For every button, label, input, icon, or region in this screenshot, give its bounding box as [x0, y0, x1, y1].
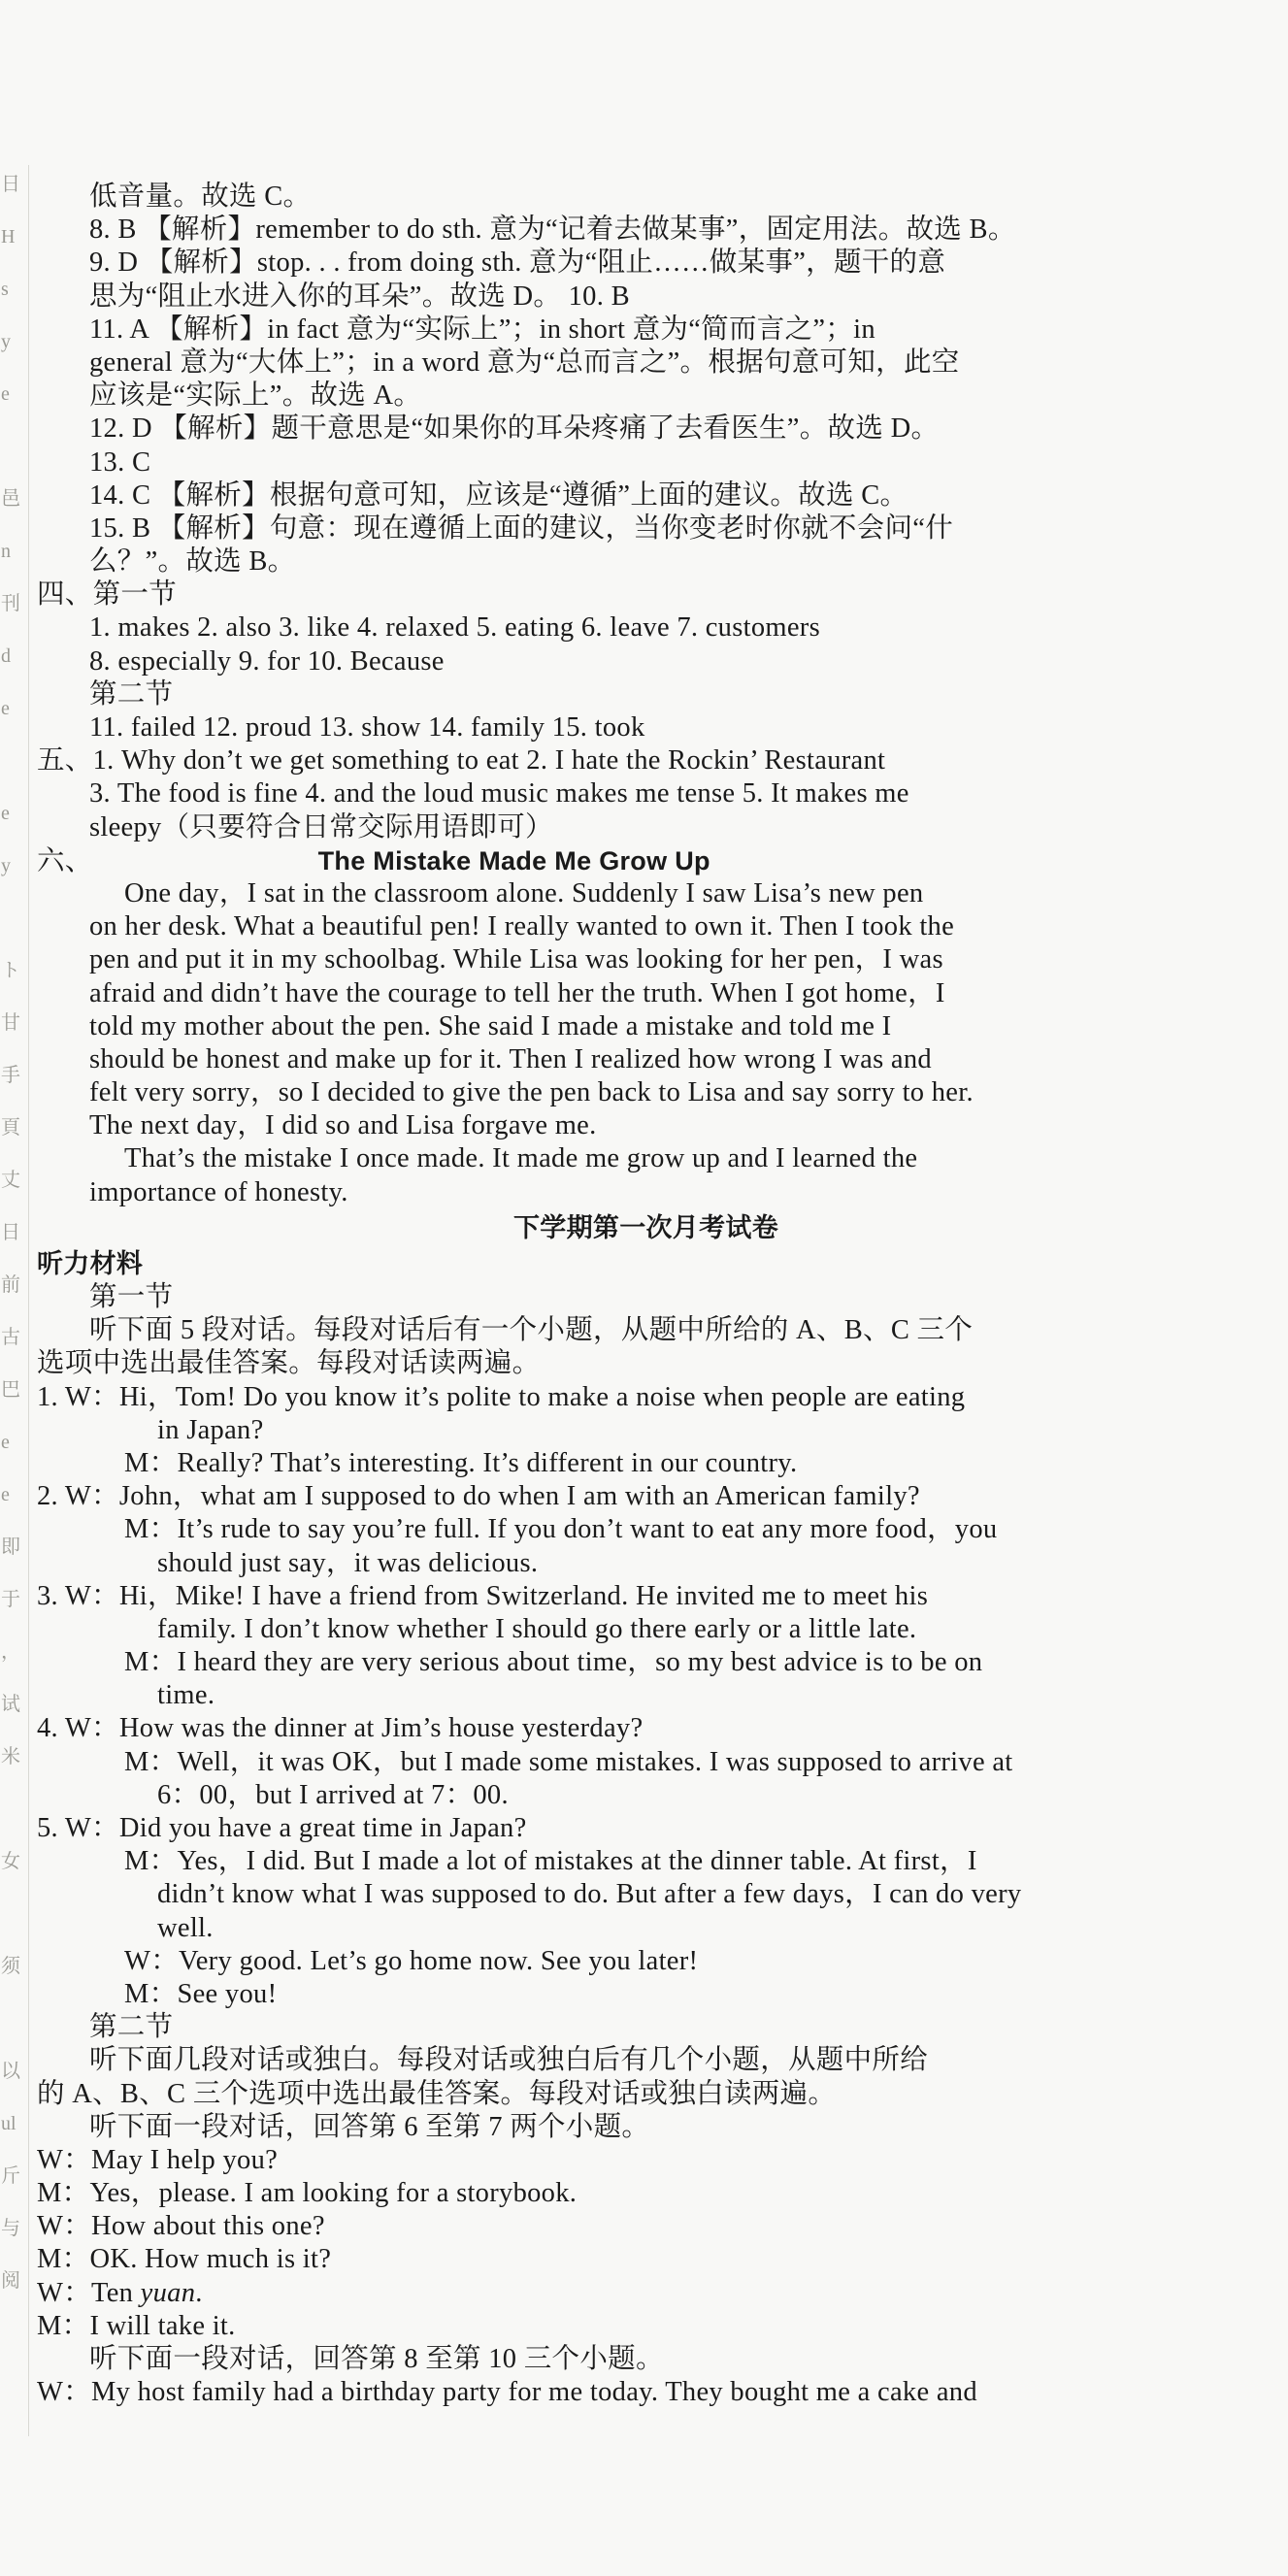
- margin-glyph: 女: [1, 1851, 20, 1872]
- section-five-line: 3. The food is fine 4. and the loud music makes me tense 5. It makes me: [89, 778, 909, 809]
- listening-part2-title: 第二节: [89, 2012, 174, 2043]
- margin-glyph: 试: [1, 1694, 20, 1715]
- dialogue-line: time.: [157, 1680, 215, 1711]
- section-six-heading: [37, 844, 1255, 877]
- page-content: [37, 181, 1255, 2409]
- conversation-line: W：My host family had a birthday party for me today. They bought me a cake and: [37, 2377, 977, 2408]
- section-four-part2: 第二节: [89, 678, 174, 710]
- section-title: 下学期第一次月考试卷: [513, 1212, 778, 1243]
- essay-line: The next day，I did so and Lisa forgave me.: [89, 1110, 597, 1141]
- section-five-line: 五、1. Why don’t we get something to eat 2. I hate the Rockin’ Restaurant: [37, 745, 886, 776]
- margin-glyph: ，: [1, 1641, 20, 1663]
- margin-glyph: 斤: [1, 2165, 20, 2187]
- answer-line: 应该是“实际上”。故选 A。: [89, 380, 422, 412]
- margin-glyph: y: [1, 331, 11, 352]
- listening-heading: 听力材料: [37, 1248, 144, 1279]
- answer-11: 11. A 【解析】in fact 意为“实际上”；in short 意为“简而言之”；in: [89, 314, 875, 345]
- left-margin-bleed-text: [0, 175, 21, 2407]
- essay-line: That’s the mistake I once made. It made me grow up and I learned the: [124, 1143, 918, 1174]
- dialogue-line: M：Really? That’s interesting. It’s different in our country.: [124, 1447, 798, 1478]
- section-five-line: sleepy（只要符合日常交际用语即可）: [89, 811, 553, 842]
- dialogue-line: M：Well，it was OK，but I made some mistakes. I was supposed to arrive at: [124, 1746, 1013, 1777]
- listening-part1-title: 第一节: [89, 1282, 174, 1312]
- answer-14: 14. C 【解析】根据句意可知，应该是“遵循”上面的建议。故选 C。: [89, 479, 908, 511]
- currency-word: yuan: [140, 2277, 196, 2308]
- margin-glyph: 手: [1, 1065, 20, 1086]
- listening-instruction: 的 A、B、C 三个选项中选出最佳答案。每段对话或独白读两遍。: [37, 2078, 837, 2109]
- answer-line: 低音量。故选 C。: [89, 182, 312, 212]
- essay-line: should be honest and make up for it. Then I realized how wrong I was and: [89, 1043, 932, 1074]
- margin-glyph: e: [1, 1484, 10, 1505]
- listening-instruction: 听下面 5 段对话。每段对话后有一个小题，从题中所给的 A、B、C 三个: [89, 1315, 974, 1346]
- dialogue-line: 4. W：How was the dinner at Jim’s house yesterday?: [37, 1713, 644, 1744]
- margin-glyph: e: [1, 383, 10, 405]
- margin-glyph: 日: [1, 1222, 20, 1243]
- margin-glyph: 即: [1, 1536, 20, 1558]
- margin-glyph: d: [1, 645, 11, 667]
- answer-13: 13. C: [89, 446, 151, 478]
- margin-glyph: 丈: [1, 1170, 20, 1191]
- margin-glyph: ul: [1, 2113, 17, 2134]
- margin-glyph: ト: [1, 960, 20, 981]
- margin-glyph: e: [1, 698, 10, 719]
- answer-12: 12. D 【解析】题干意思是“如果你的耳朵疼痛了去看医生”。故选 D。: [89, 413, 940, 445]
- margin-glyph: e: [1, 1432, 10, 1453]
- dialogue-line: in Japan?: [157, 1414, 264, 1445]
- dialogue-line: should just say，it was delicious.: [157, 1547, 539, 1578]
- dialogue-line: family. I don’t know whether I should go there early or a little late.: [157, 1613, 917, 1644]
- margin-glyph: s: [1, 279, 9, 300]
- answer-line: general 意为“大体上”；in a word 意为“总而言之”。根据句意可知，此空: [89, 347, 960, 378]
- essay-line: One day，I sat in the classroom alone. Suddenly I saw Lisa’s new pen: [124, 877, 924, 908]
- conversation-text: .: [195, 2277, 203, 2308]
- essay-line: afraid and didn’t have the courage to tell her the truth. When I got home，I: [89, 977, 945, 1008]
- dialogue-line: M：It’s rude to say you’re full. If you don’t want to eat any more food，you: [124, 1514, 998, 1545]
- margin-glyph: 古: [1, 1327, 20, 1348]
- essay-line: told my mother about the pen. She said I made a mistake and told me I: [89, 1010, 892, 1041]
- answer-9: 9. D 【解析】stop. . . from doing sth. 意为“阻止……做某事”，题干的意: [89, 248, 946, 279]
- margin-glyph: 刊: [1, 593, 20, 614]
- margin-glyph: 巴: [1, 1379, 20, 1401]
- dialogue-line: 5. W：Did you have a great time in Japan?: [37, 1813, 527, 1843]
- section-four-answers: 1. makes 2. also 3. like 4. relaxed 5. eating 6. leave 7. customers: [89, 612, 820, 644]
- dialogue-line: M：See you!: [124, 1978, 278, 2009]
- section-four-heading: 四、第一节: [37, 579, 178, 611]
- section-six-tag: 六、: [37, 845, 93, 876]
- essay-title: The Mistake Made Me Grow Up: [317, 845, 710, 875]
- margin-glyph: 前: [1, 1274, 20, 1296]
- dialogue-line: 1. W：Hi，Tom! Do you know it’s polite to make a noise when people are eating: [37, 1381, 966, 1412]
- conversation-line: W：May I help you?: [37, 2144, 279, 2175]
- conversation-line: M：Yes，please. I am looking for a storybook.: [37, 2178, 578, 2209]
- margin-glyph: 邑: [1, 488, 20, 510]
- dialogue-line: W：Very good. Let’s go home now. See you later!: [124, 1945, 699, 1976]
- margin-glyph: 日: [1, 174, 20, 195]
- essay-line: pen and put it in my schoolbag. While Lisa was looking for her pen，I was: [89, 944, 943, 975]
- dialogue-line: 6：00，but I arrived at 7：00.: [157, 1779, 509, 1810]
- margin-glyph: 与: [1, 2218, 20, 2239]
- essay-line: importance of honesty.: [89, 1176, 348, 1207]
- margin-glyph: 米: [1, 1746, 20, 1767]
- margin-glyph: y: [1, 855, 11, 876]
- section-four-answers: 8. especially 9. for 10. Because: [89, 645, 445, 677]
- listening-instruction: 听下面几段对话或独白。每段对话或独白后有几个小题，从题中所给: [89, 2045, 929, 2076]
- answer-8: 8. B 【解析】remember to do sth. 意为“记着去做某事”，固定用法。故选 B。: [89, 215, 1016, 246]
- conversation-line: M：OK. How much is it?: [37, 2244, 332, 2275]
- conversation-text: W：Ten: [37, 2277, 141, 2308]
- margin-glyph: 以: [1, 2061, 20, 2082]
- conversation-line: W：How about this one?: [37, 2211, 325, 2242]
- margin-glyph: 须: [1, 1956, 20, 1977]
- essay-line: on her desk. What a beautiful pen! I really wanted to own it. Then I took the: [89, 911, 955, 942]
- listening-instruction: 听下面一段对话，回答第 8 至第 10 三个小题。: [89, 2344, 664, 2374]
- margin-glyph: n: [1, 541, 11, 562]
- listening-instruction: 选项中选出最佳答案。每段对话读两遍。: [37, 1348, 541, 1379]
- dialogue-line: 3. W：Hi，Mike! I have a friend from Switzerland. He invited me to meet his: [37, 1580, 929, 1611]
- margin-glyph: e: [1, 803, 10, 824]
- margin-glyph: 頁: [1, 1117, 20, 1139]
- section-four-part2-answers: 11. failed 12. proud 13. show 14. family 15. took: [89, 712, 645, 743]
- dialogue-line: 2. W：John，what am I supposed to do when I am with an American family?: [37, 1481, 920, 1512]
- essay-line: felt very sorry，so I decided to give the pen back to Lisa and say sorry to her.: [89, 1077, 974, 1108]
- dialogue-line: M：I heard they are very serious about time，so my best advice is to be on: [124, 1647, 983, 1678]
- conversation-line: M：I will take it.: [37, 2310, 236, 2341]
- margin-glyph: 阅: [1, 2270, 20, 2292]
- answer-line: 思为“阻止水进入你的耳朵”。故选 D。 10. B: [89, 281, 630, 312]
- dialogue-line: didn’t know what I was supposed to do. But after a few days，I can do very: [157, 1879, 1022, 1910]
- margin-glyph: 于: [1, 1589, 20, 1610]
- margin-glyph: 甘: [1, 1012, 20, 1034]
- margin-glyph: H: [1, 226, 16, 248]
- conversation-line: [37, 2277, 1255, 2310]
- answer-line: 么？”。故选 B。: [89, 546, 296, 578]
- listening-instruction: 听下面一段对话，回答第 6 至第 7 两个小题。: [89, 2111, 650, 2142]
- dialogue-line: M：Yes，I did. But I made a lot of mistakes at the dinner table. At first，I: [124, 1846, 977, 1877]
- answer-15: 15. B 【解析】句意：现在遵循上面的建议，当你变老时你就不会问“什: [89, 512, 954, 544]
- binding-divider: [28, 165, 29, 2436]
- dialogue-line: well.: [157, 1912, 214, 1943]
